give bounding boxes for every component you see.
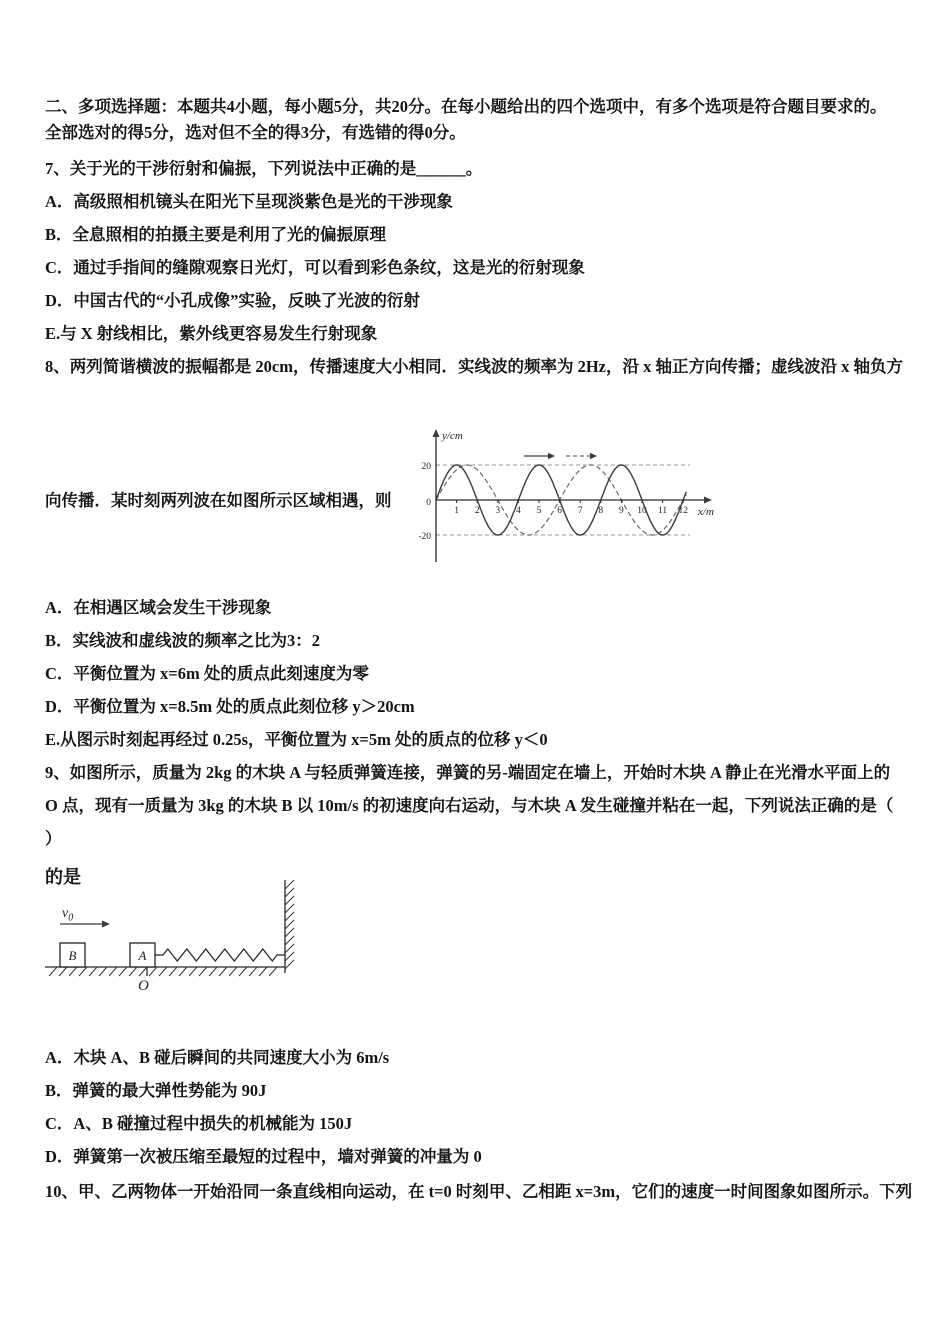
- hatch-line: [89, 967, 97, 976]
- hatch-line: [239, 967, 247, 976]
- hatch-line: [99, 967, 107, 976]
- q8-stem-line2: 向传播．某时刻两列波在如图所示区域相遇，则: [45, 490, 392, 510]
- q8-option-b: B．实线波和虚线波的频率之比为3：2: [45, 631, 321, 650]
- x-tick-label: 3: [495, 506, 501, 516]
- q9-figure: [45, 867, 910, 1011]
- x-tick-label: 9: [619, 506, 624, 516]
- x-tick-label: 10: [637, 506, 647, 516]
- q8-options: [45, 591, 910, 756]
- x-tick-label: 7: [577, 506, 583, 516]
- spring-block-figure: [45, 877, 345, 1007]
- hatch-line: [199, 967, 207, 976]
- hatch-line: [149, 967, 157, 976]
- hatch-line: [285, 880, 294, 889]
- hatch-line: [139, 967, 147, 976]
- hatch-line: [285, 960, 294, 969]
- hatch-line: [179, 967, 187, 976]
- block-b-label: B: [68, 948, 77, 963]
- hatch-line: [285, 896, 294, 905]
- hatch-line: [285, 920, 294, 929]
- q7-option-b: B．全息照相的拍摄主要是利用了光的偏振原理: [45, 225, 387, 244]
- x-tick-label: 11: [658, 506, 668, 516]
- q7-option-e: E.与 X 射线相比，紫外线更容易发生行射现象: [45, 324, 378, 343]
- q7-option-a: A．高级照相机镜头在阳光下呈现淡紫色是光的干涉现象: [45, 192, 453, 211]
- q8-option-d: D．平衡位置为 x=8.5m 处的质点此刻位移 y＞20cm: [45, 697, 415, 716]
- y-tick-neg20: -20: [418, 532, 431, 542]
- q9-option-d: D．弹簧第一次被压缩至最短的过程中，墙对弹簧的冲量为 0: [45, 1147, 482, 1166]
- hatch-line: [59, 967, 67, 976]
- q10-stem: 10、甲、乙两物体一开始沿同一条直线相向运动，在 t=0 时刻甲、乙相距 x=3m，它们的速度一时间图象如图所示。下列: [45, 1182, 913, 1201]
- hatch-line: [229, 967, 237, 976]
- section-header: [45, 94, 910, 146]
- hatch-line: [69, 967, 77, 976]
- q7-stem: 7、关于光的干涉衍射和偏振，下列说法中正确的是______。: [45, 159, 483, 178]
- hatch-line: [249, 967, 257, 976]
- exam-page: [45, 94, 913, 1208]
- x-axis-label: x/m: [698, 506, 714, 518]
- hatch-line: [49, 967, 57, 976]
- y-tick-0: 0: [426, 498, 431, 508]
- hatch-line: [79, 967, 87, 976]
- hatch-line: [219, 967, 227, 976]
- x-tick-label: 5: [536, 506, 542, 516]
- y-tick-20: 20: [421, 462, 431, 472]
- x-tick-labels: [454, 500, 688, 516]
- block-a-label: A: [138, 948, 147, 963]
- q8-stem-line1: 8、两列简谐横波的振幅都是 20cm，传播速度大小相同．实线波的频率为 2Hz，沿 x 轴正方向传播；虚线波沿 x 轴负方: [45, 357, 903, 376]
- q8-figure-row: [45, 425, 910, 575]
- hatch-line: [285, 904, 294, 913]
- y-axis-label: y/cm: [442, 430, 463, 442]
- hatch-line: [119, 967, 127, 976]
- q9-option-a: A．木块 A、B 碰后瞬间的共同速度大小为 6m/s: [45, 1048, 390, 1067]
- x-tick-label: 1: [454, 506, 459, 516]
- q7-option-d: D．中国古代的“小孔成像”实验，反映了光波的衍射: [45, 291, 420, 310]
- hatch-line: [109, 967, 117, 976]
- x-tick-label: 8: [598, 506, 604, 516]
- dashed-wave-arrowhead-icon: [590, 453, 597, 459]
- x-axis-arrowhead-icon: [704, 497, 712, 504]
- spring: [155, 949, 285, 961]
- hatch-line: [209, 967, 217, 976]
- question-10: [45, 1175, 913, 1208]
- hatch-line: [269, 967, 277, 976]
- q9-stem-line1: 9、如图所示，质量为 2kg 的木块 A 与轻质弹簧连接，弹簧的另-端固定在墙上，开始时木块 A 静止在光滑水平面上的: [45, 763, 891, 782]
- hatch-line: [129, 967, 137, 976]
- ground-hatching: [49, 967, 277, 976]
- hatch-line: [285, 944, 294, 953]
- x-tick-label: 2: [474, 506, 480, 516]
- q9-options: [45, 1041, 910, 1173]
- q9-option-c: C．A、B 碰撞过程中损失的机械能为 150J: [45, 1114, 353, 1133]
- question-8: [45, 350, 910, 756]
- section-header-line2: 全部选对的得5分，选对但不全的得3分，有选错的得0分。: [45, 123, 466, 142]
- hatch-line: [169, 967, 177, 976]
- q9-option-b: B．弹簧的最大弹性势能为 90J: [45, 1081, 267, 1100]
- q9-stem-line3: ）: [45, 829, 62, 848]
- wave-graph: [410, 425, 722, 575]
- hatch-line: [189, 967, 197, 976]
- v0-label: $v_0$: [62, 906, 74, 924]
- section-header-line1: 二、多项选择题：本题共4小题，每小题5分，共20分。在每小题给出的四个选项中，有多个选项是符合题目要求的。: [45, 97, 887, 116]
- solid-wave-arrowhead-icon: [548, 453, 555, 459]
- question-9: [45, 756, 910, 1173]
- x-tick-label: 4: [516, 506, 521, 516]
- x-tick-label: 12: [678, 506, 688, 516]
- hatch-line: [285, 912, 294, 921]
- wall-hatching: [285, 880, 294, 969]
- hatch-line: [285, 888, 294, 897]
- q9-stem-line2: O 点，现有一质量为 3kg 的木块 B 以 10m/s 的初速度向右运动，与木块 A 发生碰撞并粘在一起，下列说法正确的是（: [45, 796, 894, 815]
- hatch-line: [259, 967, 267, 976]
- hatch-line: [285, 936, 294, 945]
- y-axis-arrowhead-icon: [433, 429, 440, 437]
- origin-label: O: [138, 978, 149, 994]
- hatch-line: [285, 928, 294, 937]
- hatch-line: [159, 967, 167, 976]
- question-7: [45, 152, 910, 350]
- q8-option-a: A．在相遇区域会发生干涉现象: [45, 598, 272, 617]
- x-tick-label: 6: [557, 506, 562, 516]
- q7-option-c: C．通过手指间的缝隙观察日光灯，可以看到彩色条纹，这是光的衍射现象: [45, 258, 585, 277]
- stray-text-fragment: 的是: [45, 867, 81, 887]
- q8-option-c: C．平衡位置为 x=6m 处的质点此刻速度为零: [45, 664, 369, 683]
- v0-arrowhead-icon: [102, 921, 110, 928]
- q8-option-e: E.从图示时刻起再经过 0.25s，平衡位置为 x=5m 处的质点的位移 y＜0: [45, 730, 548, 749]
- hatch-line: [285, 952, 294, 961]
